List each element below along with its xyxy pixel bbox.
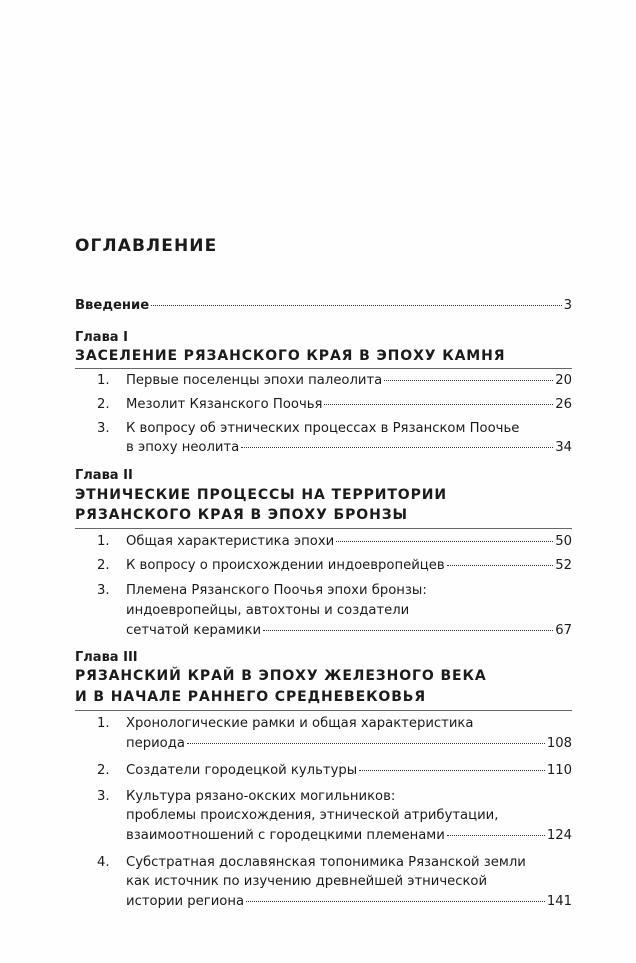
toc-entry[interactable]: [126, 761, 572, 780]
entry-title: Первые поселенцы эпохи палеолита: [126, 373, 383, 388]
dot-leader: [241, 446, 553, 448]
entry-title: К вопросу о происхождении индоевропейцев: [126, 558, 445, 573]
page-number: 3: [563, 298, 572, 313]
entry-title: истории региона: [126, 894, 245, 909]
dot-leader: [263, 629, 553, 631]
entry-title-line: Племена Рязанского Поочья эпохи бронзы:: [126, 583, 427, 598]
toc-entry[interactable]: [126, 532, 572, 551]
page-number: 20: [555, 373, 572, 388]
chapter-rule: [75, 710, 572, 711]
item-number: 4.: [97, 855, 110, 870]
dot-leader: [384, 379, 553, 381]
chapter-title: И В НАЧАЛЕ РАННЕГО СРЕДНЕВЕКОВЬЯ: [75, 689, 427, 705]
toc-entry[interactable]: [126, 734, 572, 753]
chapter-title: ЗАСЕЛЕНИЕ РЯЗАНСКОГО КРАЯ В ЭПОХУ КАМНЯ: [75, 348, 506, 364]
dot-leader: [324, 403, 553, 405]
page-number: 50: [555, 534, 572, 549]
entry-label: Введение: [75, 298, 150, 313]
page-number: 110: [546, 763, 572, 778]
entry-title-line: Культура рязано-окских могильников:: [126, 789, 396, 804]
page-number: 124: [546, 828, 572, 843]
dot-leader: [447, 834, 545, 836]
dot-leader: [246, 900, 545, 902]
page-number: 108: [546, 736, 572, 751]
chapter-title: РЯЗАНСКИЙ КРАЙ В ЭПОХУ ЖЕЛЕЗНОГО ВЕКА: [75, 668, 487, 684]
chapter-title: РЯЗАНСКОГО КРАЯ В ЭПОХУ БРОНЗЫ: [75, 507, 408, 523]
toc-entry[interactable]: [126, 892, 572, 911]
chapter-label: Глава I: [75, 330, 128, 345]
page-number: 67: [555, 623, 572, 638]
item-number: 2.: [97, 763, 110, 778]
entry-title: периода: [126, 736, 185, 751]
page-number: 141: [546, 894, 572, 909]
dot-leader: [187, 742, 545, 744]
toc-entry[interactable]: [126, 371, 572, 390]
toc-title: ОГЛАВЛЕНИЕ: [75, 236, 218, 256]
entry-title-line: Субстратная дославянская топонимика Рязанской земли: [126, 855, 526, 870]
item-number: 3.: [97, 421, 110, 436]
item-number: 2.: [97, 558, 110, 573]
entry-title: Общая характеристика эпохи: [126, 534, 335, 549]
toc-entry-intro[interactable]: [75, 296, 572, 315]
toc-entry[interactable]: [126, 826, 572, 845]
toc-entry[interactable]: [126, 556, 572, 575]
item-number: 1.: [97, 716, 110, 731]
chapter-rule: [75, 368, 572, 369]
page-number: 26: [555, 397, 572, 412]
page-number: 34: [555, 440, 572, 455]
entry-title: взаимоотношений с городецкими племенами: [126, 828, 445, 843]
dot-leader: [336, 540, 553, 542]
chapter-title: ЭТНИЧЕСКИЕ ПРОЦЕССЫ НА ТЕРРИТОРИИ: [75, 487, 447, 503]
dot-leader: [151, 304, 561, 306]
entry-title-line: К вопросу об этнических процессах в Рязанском Поочье: [126, 421, 520, 436]
dot-leader: [359, 769, 545, 771]
entry-title: Создатели городецкой культуры: [126, 763, 358, 778]
chapter-label: Глава III: [75, 650, 138, 665]
entry-title: в эпоху неолита: [126, 440, 240, 455]
entry-title-line: проблемы происхождения, этнической атрибутации,: [126, 808, 499, 823]
page-number: 52: [555, 558, 572, 573]
item-number: 1.: [97, 534, 110, 549]
dot-leader: [447, 564, 554, 566]
item-number: 1.: [97, 373, 110, 388]
entry-title: Мезолит Кязанского Поочья: [126, 397, 323, 412]
entry-title-line: индоевропейцы, автохтоны и создатели: [126, 603, 410, 618]
chapter-label: Глава II: [75, 468, 133, 483]
toc-entry[interactable]: [126, 395, 572, 414]
toc-entry[interactable]: [126, 621, 572, 640]
item-number: 3.: [97, 789, 110, 804]
entry-title: сетчатой керамики: [126, 623, 262, 638]
item-number: 2.: [97, 397, 110, 412]
entry-title-line: как источник по изучению древнейшей этнической: [126, 874, 488, 889]
entry-title-line: Хронологические рамки и общая характеристика: [126, 716, 474, 731]
item-number: 3.: [97, 583, 110, 598]
toc-entry[interactable]: [126, 438, 572, 457]
chapter-rule: [75, 528, 572, 529]
